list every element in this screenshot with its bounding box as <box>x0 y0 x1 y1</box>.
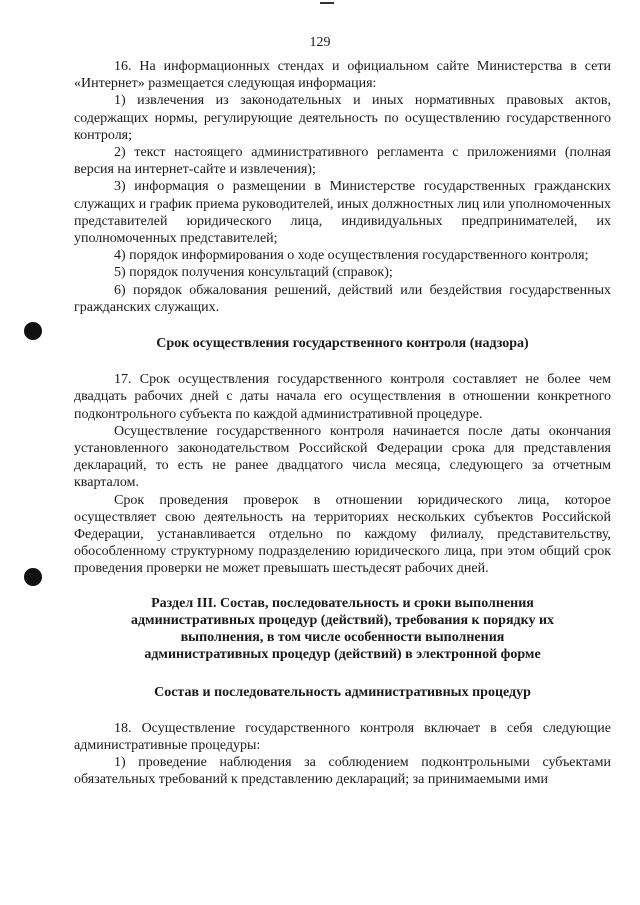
section-heading-term: Срок осуществления государственного контроля (надзора) <box>156 336 529 352</box>
document-body <box>74 58 611 789</box>
list-item: 3) информация о размещении в Министерстве государственных гражданских служащих и график приема руководителей, иных должностных лиц или уполномоченных представителей юридического лица, индивидуальных предпринимателей, их уполномоченных представителей; <box>74 179 611 247</box>
top-mark <box>320 2 334 8</box>
page-number: 129 <box>309 35 331 50</box>
paragraph: 17. Срок осуществления государственного контроля составляет не более чем двадцать рабочих дней с даты начала его осуществления в отношении конкретного подконтрольного субъекта по каждой административной процедуре. <box>74 372 611 422</box>
list-item: 5) порядок получения консультаций (справок); <box>114 265 393 281</box>
paragraph: Осуществление государственного контроля начинается после даты окончания установленного законодательством Российской Федерации срока для представления деклараций, то есть не ранее двадцатого числа месяца, следующего за отчетным кварталом. <box>74 423 611 491</box>
section-heading-part-3: Раздел III. Состав, последовательность и сроки выполнения административных процедур (действий), требования к порядку их выполнения, в том числе особенности выполнения административных процедур (действий) в электронной форме <box>130 595 555 663</box>
paragraph: 16. На информационных стендах и официальном сайте Министерства в сети «Интернет» размещается следующая информация: <box>74 59 611 92</box>
list-item: 1) проведение наблюдения за соблюдением подконтрольными субъектами обязательных требований к представлению деклараций; за принимаемыми ими <box>74 755 611 788</box>
paragraph: Срок проведения проверок в отношении юридического лица, которое осуществляет свою деятельность на территориях нескольких субъектов Российской Федерации, устанавливается отдельно по каждому филиалу, представительству, обособленному структурному подразделению юридического лица, при этом общий срок проведения проверки не может превышать шестьдесят рабочих дней. <box>74 492 611 577</box>
list-item: 6) порядок обжалования решений, действий или бездействия государственных гражданских служащих. <box>74 282 611 315</box>
list-item: 1) извлечения из законодательных и иных нормативных правовых актов, содержащих нормы, регулирующие деятельность по осуществлению государственного контроля; <box>74 93 611 143</box>
binder-hole-bottom <box>24 568 42 586</box>
list-item: 2) текст настоящего административного регламента с приложениями (полная версия на интернет-сайте и извлечения); <box>74 145 611 178</box>
section-heading-procedures: Состав и последовательность административных процедур <box>154 684 531 700</box>
paragraph: 18. Осуществление государственного контроля включает в себя следующие административные процедуры: <box>74 720 611 753</box>
binder-hole-top <box>24 322 42 340</box>
list-item: 4) порядок информирования о ходе осуществления государственного контроля; <box>114 248 589 264</box>
